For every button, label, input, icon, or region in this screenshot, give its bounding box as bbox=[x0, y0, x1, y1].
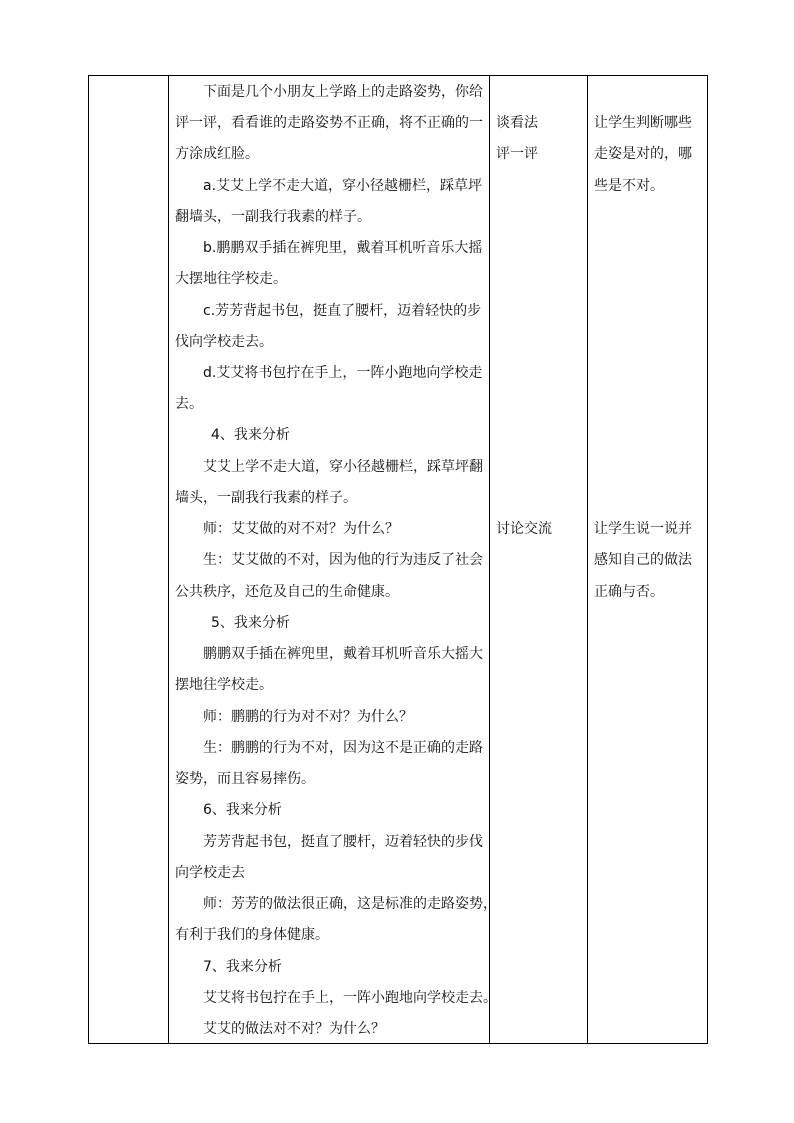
paragraph: 摆地往学校走。 bbox=[175, 677, 273, 693]
table-cell-design-intent bbox=[588, 76, 708, 1044]
paragraph: 评一评，看看谁的走路姿势不正确，将不正确的一 bbox=[175, 115, 483, 131]
intent-text: 走姿是对的，哪 bbox=[594, 146, 692, 162]
table-cell-student-activity bbox=[490, 76, 588, 1044]
paragraph: 伐向学校走去。 bbox=[175, 334, 273, 350]
paragraph: 师：艾艾做的对不对？为什么？ bbox=[203, 521, 399, 537]
table-cell-teaching-process bbox=[169, 76, 497, 1044]
paragraph: b.鹏鹏双手插在裤兜里，戴着耳机听音乐大摇 bbox=[203, 240, 483, 256]
activity-text: 讨论交流 bbox=[496, 521, 552, 537]
paragraph: 艾艾将书包拧在手上，一阵小跑地向学校走去。 bbox=[203, 990, 497, 1006]
paragraph: 生：艾艾做的不对，因为他的行为违反了社会 bbox=[203, 552, 483, 568]
paragraph: 公共秩序，还危及自己的生命健康。 bbox=[175, 584, 399, 600]
intent-text: 正确与否。 bbox=[594, 584, 664, 600]
paragraph: 艾艾的做法对不对？为什么？ bbox=[203, 1021, 385, 1037]
section-heading: 5、我来分析 bbox=[211, 615, 290, 631]
activity-text: 谈看法 bbox=[496, 115, 538, 131]
table-row bbox=[89, 76, 708, 1044]
section-heading: 6、我来分析 bbox=[203, 802, 282, 818]
paragraph: 去。 bbox=[175, 396, 203, 412]
paragraph: 方涂成红脸。 bbox=[175, 146, 259, 162]
intent-text: 些是不对。 bbox=[594, 178, 664, 194]
section-heading: 7、我来分析 bbox=[203, 959, 282, 975]
paragraph: 墙头，一副我行我素的样子。 bbox=[175, 490, 357, 506]
paragraph: d.艾艾将书包拧在手上，一阵小跑地向学校走 bbox=[203, 365, 483, 381]
section-heading: 4、我来分析 bbox=[211, 427, 290, 443]
lesson-plan-table bbox=[88, 75, 708, 1044]
paragraph: a.艾艾上学不走大道，穿小径越栅栏，踩草坪 bbox=[203, 178, 483, 194]
paragraph: 大摆地往学校走。 bbox=[175, 271, 287, 287]
paragraph: 下面是几个小朋友上学路上的走路姿势，你给 bbox=[203, 84, 483, 100]
paragraph: 姿势，而且容易摔伤。 bbox=[175, 771, 315, 787]
paragraph: 有利于我们的身体健康。 bbox=[175, 927, 329, 943]
paragraph: 芳芳背起书包，挺直了腰杆，迈着轻快的步伐 bbox=[203, 834, 483, 850]
intent-text: 让学生说一说并 bbox=[594, 521, 692, 537]
paragraph: 师：鹏鹏的行为对不对？为什么？ bbox=[203, 709, 413, 725]
table-cell-blank bbox=[89, 76, 169, 1044]
paragraph: 师：芳芳的做法很正确，这是标准的走路姿势， bbox=[203, 896, 497, 912]
paragraph: c.芳芳背起书包，挺直了腰杆，迈着轻快的步 bbox=[203, 303, 482, 319]
paragraph: 生：鹏鹏的行为不对，因为这不是正确的走路 bbox=[203, 740, 483, 756]
activity-text: 评一评 bbox=[496, 146, 538, 162]
intent-text: 感知自己的做法 bbox=[594, 552, 692, 568]
paragraph: 向学校走去 bbox=[175, 865, 245, 881]
intent-text: 让学生判断哪些 bbox=[594, 115, 692, 131]
paragraph: 艾艾上学不走大道，穿小径越栅栏，踩草坪翻 bbox=[203, 459, 483, 475]
paragraph: 鹏鹏双手插在裤兜里，戴着耳机听音乐大摇大 bbox=[203, 646, 483, 662]
paragraph: 翻墙头，一副我行我素的样子。 bbox=[175, 209, 371, 225]
